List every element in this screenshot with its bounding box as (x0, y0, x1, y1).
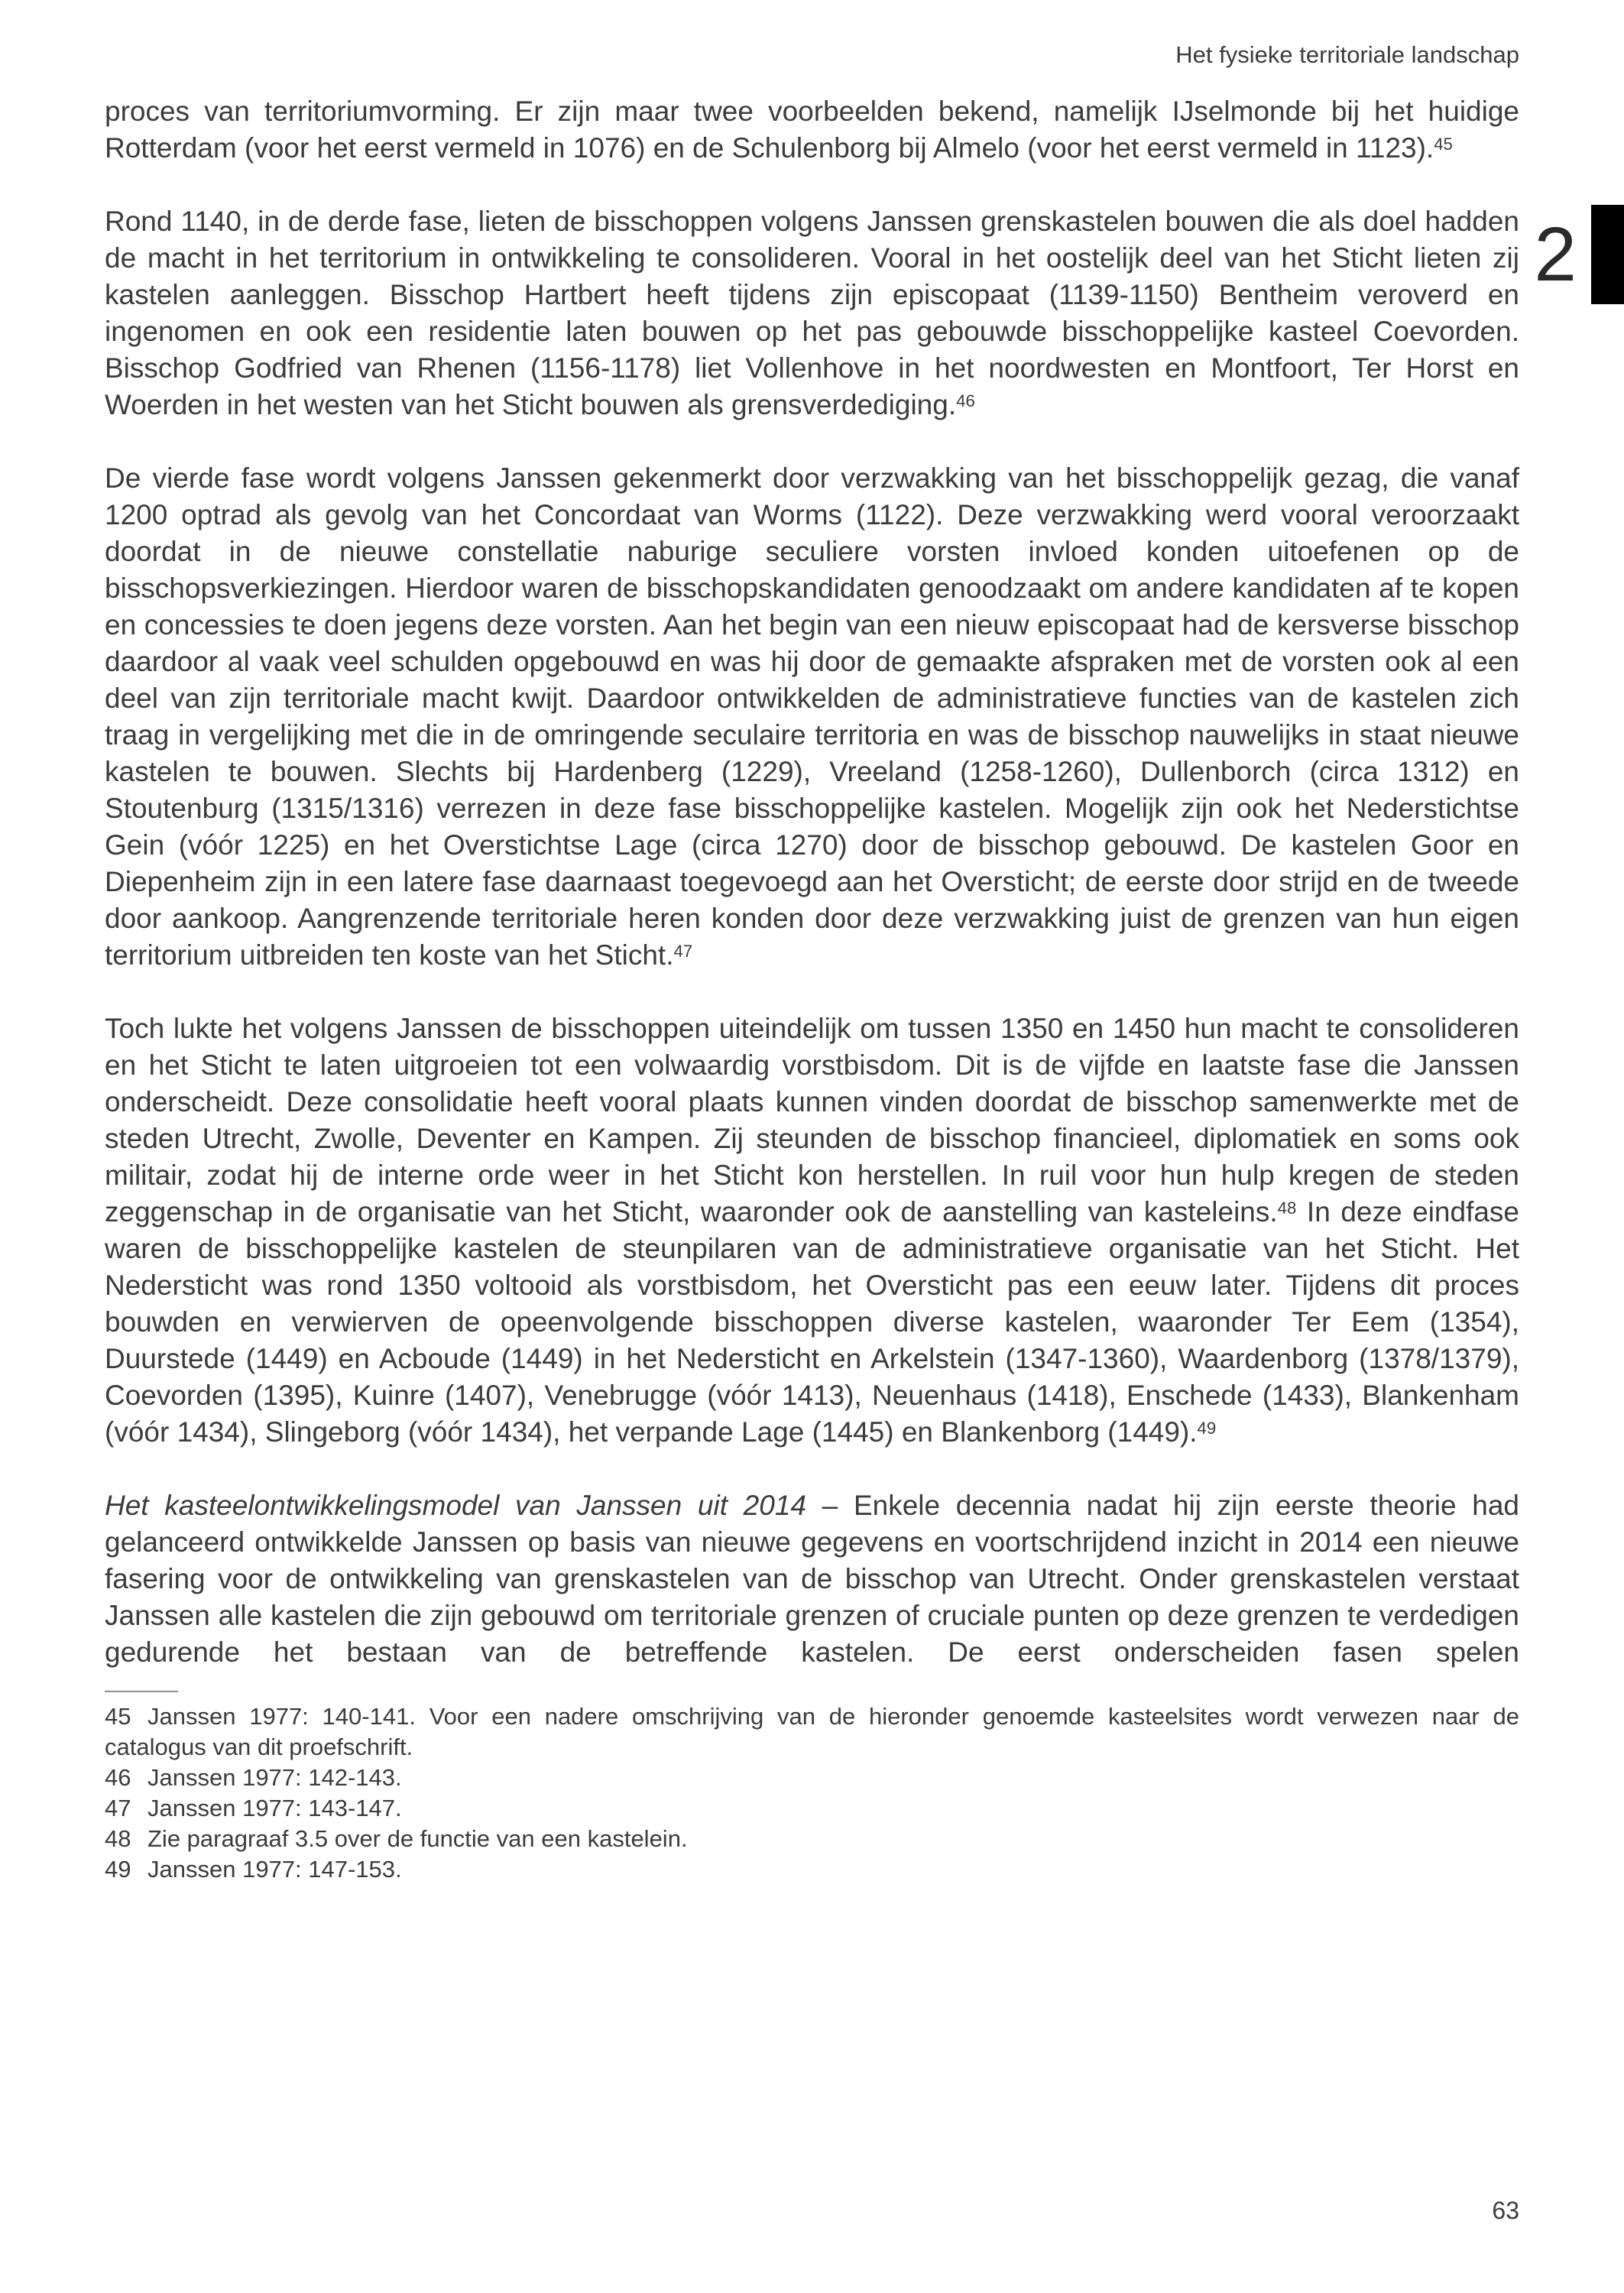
footnote (105, 1763, 1519, 1793)
text-segment: De vierde fase wordt volgens Janssen gekenmerkt door verzwakking van het bisschoppelijk gezag, die vanaf 1200 optrad als gevolg van het Concordaat van Worms (1122). Deze verzwakking werd vooral veroorzaakt doordat in de nieuwe constellatie naburige seculiere vorsten invloed konden uitoefenen op de bisschopsverkiezingen. Hierdoor waren de bisschopskandidaten genoodzaakt om andere kandidaten af te kopen en concessies te doen jegens deze vorsten. Aan het begin van een nieuw episcopaat had de kersverse bisschop daardoor al vaak veel schulden opgebouwd en was hij door de gemaakte afspraken met de vorsten ook al een deel van zijn territoriale macht kwijt. Daardoor ontwikkelden de administratieve functies van de kastelen zich traag in vergelijking met die in de omringende seculaire territoria en was de bisschop nauwelijks in staat nieuwe kastelen te bouwen. Slechts bij Hardenberg (1229), Vreeland (1258-1260), Dullenborch (circa 1312) en Stoutenburg (1315/1316) verrezen in deze fase bisschoppelijke kastelen. Mogelijk zijn ook het Nederstichtse Gein (vóór 1225) en het Overstichtse Lage (circa 1270) door de bisschop gebouwd. De kastelen Goor en Diepenheim zijn in een latere fase daarnaast toegevoegd aan het Oversticht; de eerste door strijd en de tweede door aankoop. Aangrenzende territoriale heren konden door deze verzwakking juist de grenzen van hun eigen territorium uitbreiden ten koste van het Sticht. (105, 462, 1519, 971)
chapter-number: 2 (1534, 212, 1577, 297)
text-segment: Rond 1140, in de derde fase, lieten de bisschoppen volgens Janssen grenskastelen bouwen die als doel hadden de macht in het territorium in ontwikkeling te consolideren. Vooral in het oostelijk deel van het Sticht lieten zij kastelen aanleggen. Bisschop Hartbert heeft tijdens zijn episcopaat (1139-1150) Bentheim veroverd en ingenomen en ook een residentie laten bouwen op het pas gebouwde bisschoppelijke kasteel Coevorden. Bisschop Godfried van Rhenen (1156-1178) liet Vollenhove in het noordwesten en Montfoort, Ter Horst en Woerden in het westen van het Sticht bouwen als grensverdediging. (105, 206, 1519, 420)
footnote-ref: 45 (1434, 135, 1453, 154)
page-number: 63 (1492, 2197, 1519, 2224)
text-segment: Toch lukte het volgens Janssen de bisschoppen uiteindelijk om tussen 1350 en 1450 hun macht te consolideren en het Sticht te laten uitgroeien tot een volwaardig vorstbisdom. Dit is de vijfde en laatste fase die Janssen onderscheidt. Deze consolidatie heeft vooral plaats kunnen vinden doordat de bisschop samenwerkte met de steden Utrecht, Zwolle, Deventer en Kampen. Zij steunden de bisschop financieel, diplomatiek en soms ook militair, zodat hij de interne orde weer in het Sticht kon herstellen. In ruil voor hun hulp kregen de steden zeggenschap in de organisatie van het Sticht, waaronder ook de aanstelling van kasteleins. (105, 1013, 1519, 1228)
footnote-separator (105, 1691, 178, 1692)
footnote-number: 46 (105, 1764, 131, 1791)
paragraph (105, 1010, 1519, 1451)
footnote-text: Janssen 1977: 147-153. (147, 1856, 402, 1883)
footnote-ref: 48 (1277, 1198, 1297, 1218)
footnote-number: 49 (105, 1856, 131, 1883)
footnote-text: Janssen 1977: 142-143. (147, 1764, 402, 1791)
running-header: Het fysieke territoriale landschap (1175, 41, 1519, 68)
footnote-number: 47 (105, 1795, 131, 1821)
paragraph (105, 1487, 1519, 1671)
text-segment: Het kasteelontwikkelingsmodel van Janssen uit 2014 (105, 1490, 806, 1521)
footnote (105, 1701, 1519, 1763)
body-paragraphs (105, 93, 1519, 1671)
footnote (105, 1793, 1519, 1824)
footnote-text: Zie paragraaf 3.5 over de functie van een kastelein. (147, 1825, 688, 1852)
paragraph (105, 460, 1519, 974)
page-content (105, 93, 1519, 1885)
text-segment: In deze eindfase waren de bisschoppelijke kastelen de steunpilaren van de administratieve organisatie van het Sticht. Het Nedersticht was rond 1350 voltooid als vorstbisdom, het Oversticht pas een eeuw later. Tijdens dit proces bouwden en verwierven de opeenvolgende bisschoppen diverse kastelen, waaronder Ter Eem (1354), Duurstede (1449) en Acboude (1449) in het Nedersticht en Arkelstein (1347-1360), Waardenborg (1378/1379), Coevorden (1395), Kuinre (1407), Venebrugge (vóór 1413), Neuenhaus (1418), Enschede (1433), Blankenham (vóór 1434), Slingeborg (vóór 1434), het verpande Lage (1445) en Blankenborg (1449). (105, 1196, 1520, 1448)
footnote-text: Janssen 1977: 143-147. (147, 1795, 402, 1821)
footnote-ref: 46 (956, 391, 975, 411)
footnote-number: 48 (105, 1825, 131, 1852)
paragraph (105, 93, 1519, 167)
footnote (105, 1824, 1519, 1854)
footnote-number: 45 (105, 1703, 131, 1730)
text-segment: – Enkele decennia nadat hij zijn eerste theorie had gelanceerd ontwikkelde Janssen op basis van nieuwe gegevens en voortschrijdend inzicht in 2014 een nieuwe fasering voor de ontwikkeling van grenskastelen van de bisschop van Utrecht. Onder grenskastelen verstaat Janssen alle kastelen die zijn gebouwd om territoriale grenzen of cruciale punten op deze grenzen te verdedigen gedurende het bestaan van de betreffende kastelen. De eerst onderscheiden fasen spelen (105, 1490, 1519, 1668)
footnote (105, 1854, 1519, 1885)
footnote-ref: 49 (1197, 1419, 1217, 1438)
text-segment: proces van territoriumvorming. Er zijn maar twee voorbeelden bekend, namelijk IJselmonde bij het huidige Rotterdam (voor het eerst vermeld in 1076) en de Schulenborg bij Almelo (voor het eerst vermeld in 1123). (105, 96, 1519, 164)
footnote-text: Janssen 1977: 140-141. Voor een nadere omschrijving van de hieronder genoemde kasteelsites wordt verwezen naar de catalogus van dit proefschrift. (105, 1703, 1519, 1760)
chapter-tab-bar (1591, 205, 1624, 304)
footnote-ref: 47 (673, 942, 693, 962)
paragraph (105, 203, 1519, 423)
footnotes (105, 1701, 1519, 1885)
